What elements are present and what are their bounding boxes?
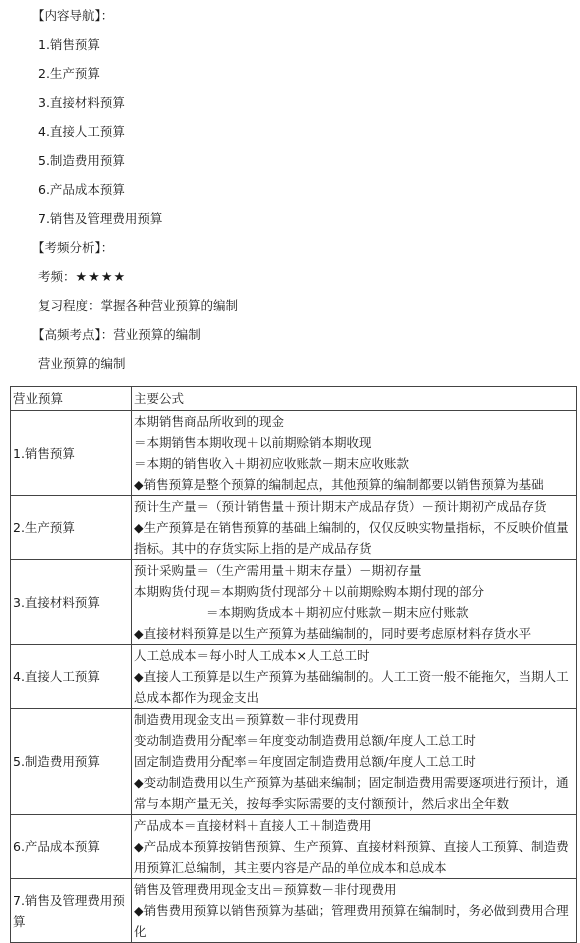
frequency-label: 考频： xyxy=(38,269,76,284)
hot-topic-title: 【高频考点】：营业预算的编制 xyxy=(32,327,201,342)
table-header-row xyxy=(11,387,577,411)
table-row xyxy=(11,496,577,560)
formula-cell xyxy=(132,709,577,815)
formula-line: ＝本期销售本期收现＋以前期赊销本期收现 xyxy=(134,435,372,450)
formula-line: 固定制造费用分配率＝年度固定制造费用总额/年度人工总工时 xyxy=(134,754,476,769)
formula-line: ＝本期购货成本＋期初应付账款－期末应付账款 xyxy=(206,605,469,620)
nav-item: 5.制造费用预算 xyxy=(38,153,125,168)
formula-line: 变动制造费用分配率＝年度变动制造费用总额/年度人工总工时 xyxy=(134,733,476,748)
formula-cell xyxy=(132,560,577,645)
formula-cell xyxy=(132,411,577,496)
nav-item: 1.销售预算 xyxy=(38,37,100,52)
note-line: ◆生产预算是在销售预算的基础上编制的，仅仅反映实物量指标，不反映价值量指标。其中的存货实际上指的是产成品存货 xyxy=(134,520,569,556)
nav-item: 2.生产预算 xyxy=(38,66,100,81)
star-rating: ★★★★ xyxy=(75,270,127,285)
formula-cell xyxy=(132,815,577,879)
nav-item: 6.产品成本预算 xyxy=(38,182,125,197)
table-row xyxy=(11,411,577,496)
note-line: ◆直接材料预算是以生产预算为基础编制的，同时要考虑原材料存货水平 xyxy=(134,626,532,641)
budget-name: 3.直接材料预算 xyxy=(11,560,132,645)
note-line: ◆产品成本预算按销售预算、生产预算、直接材料预算、直接人工预算、制造费用预算汇总编制，其主要内容是产品的单位成本和总成本 xyxy=(134,839,569,875)
review-level: 复习程度：掌握各种营业预算的编制 xyxy=(38,298,239,313)
budget-name: 6.产品成本预算 xyxy=(11,815,132,879)
nav-item: 4.直接人工预算 xyxy=(38,124,125,139)
table-row xyxy=(11,815,577,879)
note-line: ◆销售预算是整个预算的编制起点，其他预算的编制都要以销售预算为基础 xyxy=(134,477,544,492)
table-row xyxy=(11,560,577,645)
note-line: ◆销售费用预算以销售预算为基础；管理费用预算在编制时，务必做到费用合理化 xyxy=(134,903,569,939)
formula-line: 人工总成本＝每小时人工成本×人工总工时 xyxy=(134,648,370,663)
formula-line: 本期购货付现＝本期购货付现部分＋以前期赊购本期付现的部分 xyxy=(134,584,485,599)
header-formula: 主要公式 xyxy=(132,387,577,411)
budget-name: 5.制造费用预算 xyxy=(11,709,132,815)
nav-item: 3.直接材料预算 xyxy=(38,95,125,110)
note-line: ◆变动制造费用以生产预算为基础来编制；固定制造费用需要逐项进行预计，通常与本期产量无关，按每季实际需要的支付额预计，然后求出全年数 xyxy=(134,775,569,811)
budget-name: 7.销售及管理费用预算 xyxy=(11,879,132,943)
section-title: 营业预算的编制 xyxy=(38,356,126,371)
formula-line: 产品成本＝直接材料＋直接人工＋制造费用 xyxy=(134,818,372,833)
frequency-row xyxy=(38,269,126,286)
note-line: ◆直接人工预算是以生产预算为基础编制的。人工工资一般不能拖欠，当期人工总成本都作为现金支出 xyxy=(134,669,569,705)
budget-name: 2.生产预算 xyxy=(11,496,132,560)
formula-cell xyxy=(132,645,577,709)
formula-line: 预计生产量＝（预计销售量＋预计期末产成品存货）－预计期初产成品存货 xyxy=(134,499,547,514)
operating-budget-table xyxy=(10,386,577,943)
formula-line: 预计采购量＝（生产需用量＋期末存量）－期初存量 xyxy=(134,563,422,578)
table-row xyxy=(11,645,577,709)
nav-item: 7.销售及管理费用预算 xyxy=(38,211,163,226)
nav-title: 【内容导航】： xyxy=(32,8,114,23)
header-budget: 营业预算 xyxy=(11,387,132,411)
formula-cell xyxy=(132,496,577,560)
table-row xyxy=(11,879,577,943)
table-row xyxy=(11,709,577,815)
formula-line: 制造费用现金支出＝预算数－非付现费用 xyxy=(134,712,360,727)
budget-name: 4.直接人工预算 xyxy=(11,645,132,709)
formula-cell xyxy=(132,879,577,943)
budget-name: 1.销售预算 xyxy=(11,411,132,496)
formula-line: 本期销售商品所收到的现金 xyxy=(134,414,285,429)
analysis-title: 【考频分析】： xyxy=(32,240,114,255)
formula-line: ＝本期的销售收入＋期初应收账款－期末应收账款 xyxy=(134,456,410,471)
formula-line: 销售及管理费用现金支出＝预算数－非付现费用 xyxy=(134,882,397,897)
content-header xyxy=(0,0,580,387)
